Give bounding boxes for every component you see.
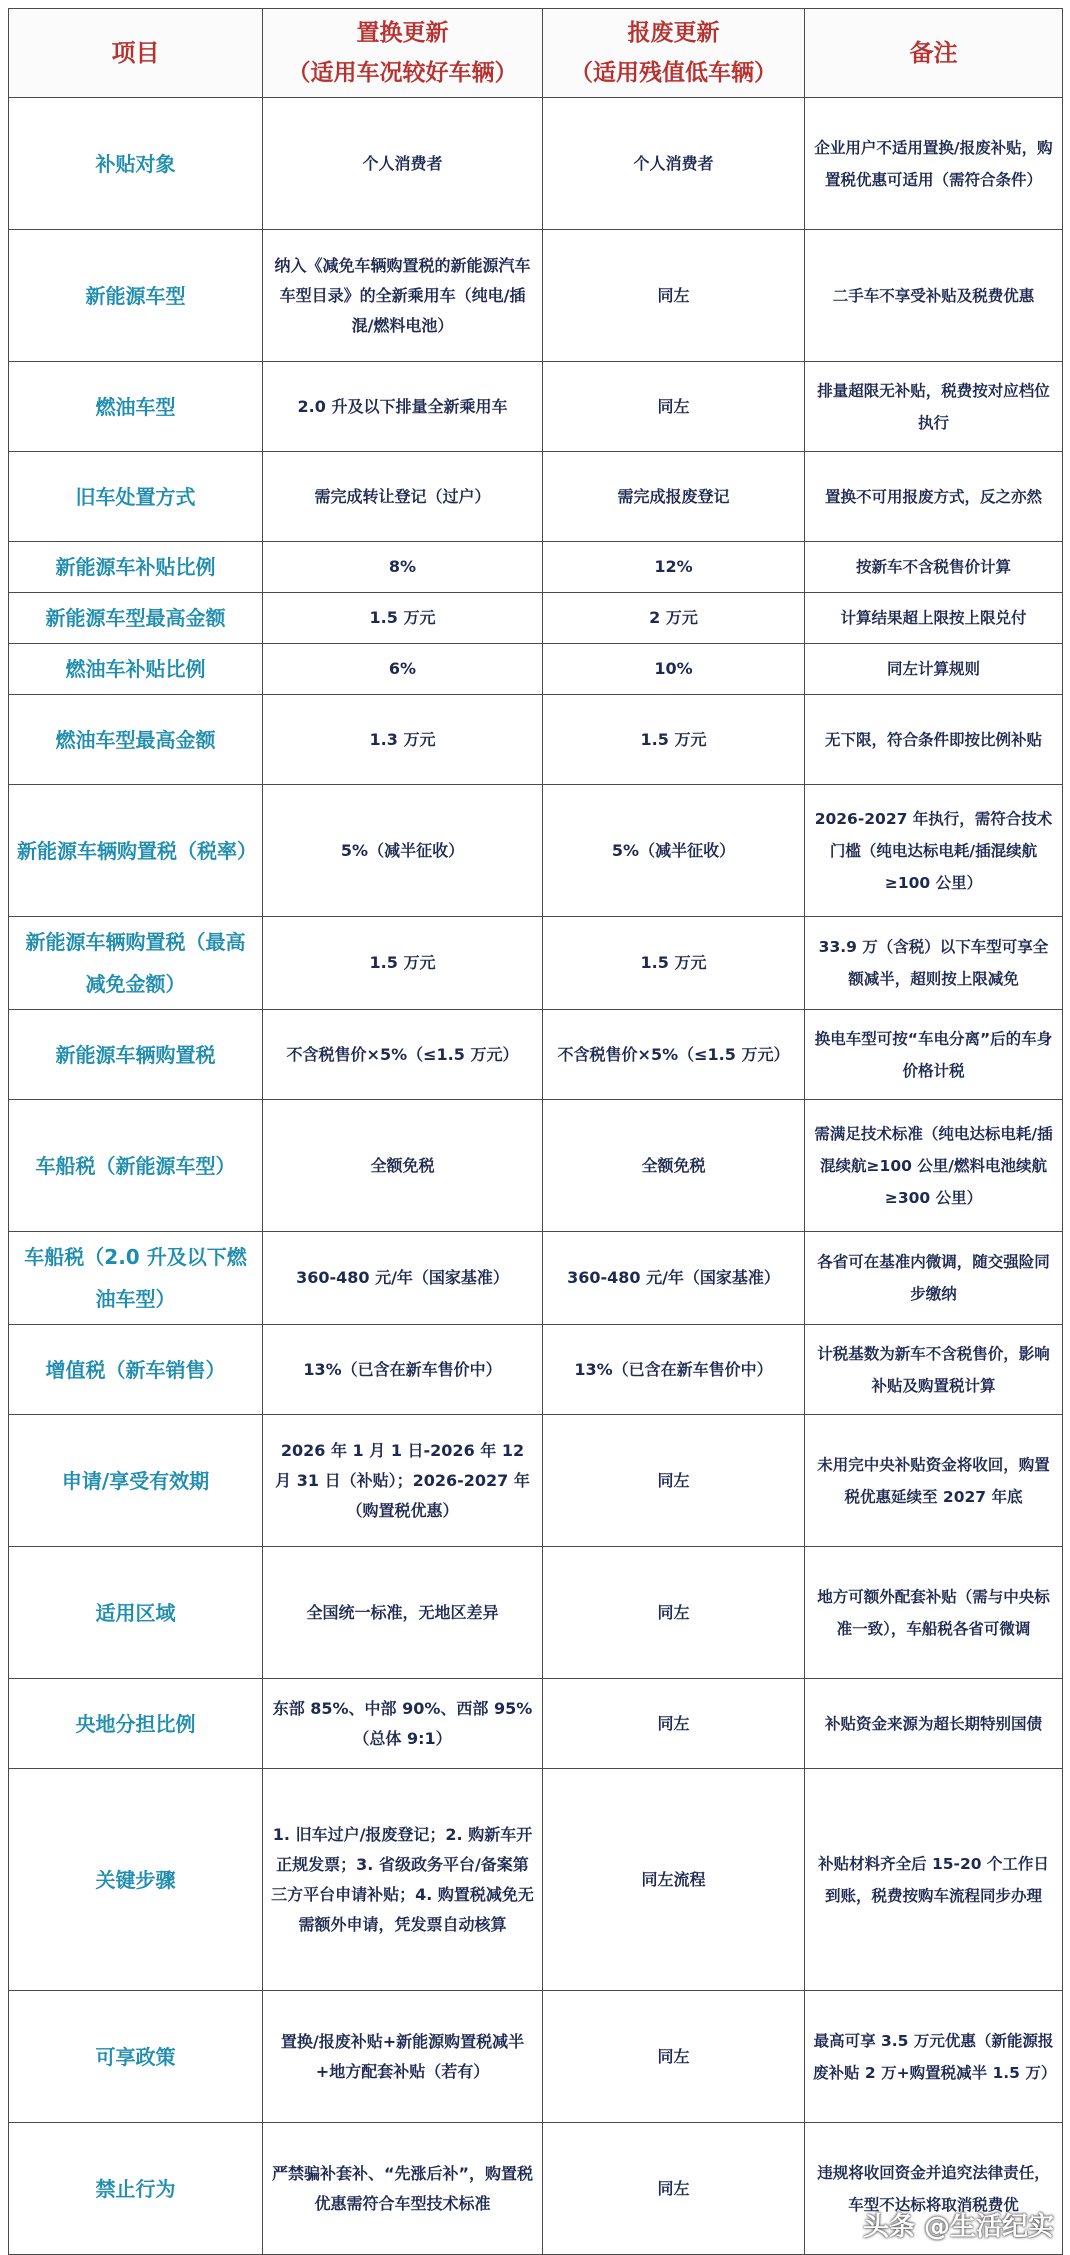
row-scrap-cell: 1.5 万元 xyxy=(543,695,805,785)
table-row xyxy=(9,1232,1063,1325)
table-row xyxy=(9,1769,1063,1991)
row-note-cell: 33.9 万（含税）以下车型可享全额减半，超则按上限减免 xyxy=(805,917,1063,1010)
row-note-cell: 违规将收回资金并追究法律责任，车型不达标将取消税费优 xyxy=(805,2123,1063,2255)
row-scrap-cell: 需完成报废登记 xyxy=(543,452,805,542)
row-scrap-cell: 同左 xyxy=(543,1415,805,1547)
row-item-cell: 燃油车补贴比例 xyxy=(9,644,263,695)
table-row xyxy=(9,1325,1063,1415)
table-row xyxy=(9,230,1063,362)
table-row xyxy=(9,593,1063,644)
row-scrap-cell: 同左 xyxy=(543,230,805,362)
row-scrap-cell: 同左流程 xyxy=(543,1769,805,1991)
row-scrap-cell: 同左 xyxy=(543,362,805,452)
row-replacement-cell: 1.5 万元 xyxy=(263,593,543,644)
row-item-cell: 车船税（新能源车型） xyxy=(9,1100,263,1232)
row-item-cell: 增值税（新车销售） xyxy=(9,1325,263,1415)
source-watermark: 头条 @生活纪实 xyxy=(862,2212,1054,2242)
row-item-cell: 新能源车辆购置税 xyxy=(9,1010,263,1100)
row-scrap-cell: 同左 xyxy=(543,1547,805,1679)
table-row xyxy=(9,1991,1063,2123)
table-row xyxy=(9,1679,1063,1769)
row-replacement-cell: 不含税售价×5%（≤1.5 万元） xyxy=(263,1010,543,1100)
table-row xyxy=(9,1547,1063,1679)
row-note-cell: 最高可享 3.5 万元优惠（新能源报废补贴 2 万+购置税减半 1.5 万） xyxy=(805,1991,1063,2123)
row-replacement-cell: 纳入《减免车辆购置税的新能源汽车车型目录》的全新乘用车（纯电/插混/燃料电池） xyxy=(263,230,543,362)
table-row xyxy=(9,452,1063,542)
row-replacement-cell: 13%（已含在新车售价中） xyxy=(263,1325,543,1415)
row-replacement-cell: 5%（减半征收） xyxy=(263,785,543,917)
header-note: 备注 xyxy=(805,9,1063,98)
row-replacement-cell: 置换/报废补贴+新能源购置税减半+地方配套补贴（若有） xyxy=(263,1991,543,2123)
row-scrap-cell: 全额免税 xyxy=(543,1100,805,1232)
row-scrap-cell: 1.5 万元 xyxy=(543,917,805,1010)
row-note-cell: 企业用户不适用置换/报废补贴，购置税优惠可适用（需符合条件） xyxy=(805,98,1063,230)
row-item-cell: 新能源车型最高金额 xyxy=(9,593,263,644)
row-note-cell: 地方可额外配套补贴（需与中央标准一致），车船税各省可微调 xyxy=(805,1547,1063,1679)
row-scrap-cell: 个人消费者 xyxy=(543,98,805,230)
policy-comparison-table xyxy=(8,8,1063,2255)
row-scrap-cell: 2 万元 xyxy=(543,593,805,644)
header-item: 项目 xyxy=(9,9,263,98)
header-replacement-title: 置换更新 xyxy=(356,20,449,46)
row-replacement-cell: 1. 旧车过户/报废登记；2. 购新车开正规发票；3. 省级政务平台/备案第三方平台申请补贴；4. 购置税减免无需额外申请，凭发票自动核算 xyxy=(263,1769,543,1991)
row-note-cell: 计算结果超上限按上限兑付 xyxy=(805,593,1063,644)
row-note-cell: 同左计算规则 xyxy=(805,644,1063,695)
row-item-cell: 燃油车型最高金额 xyxy=(9,695,263,785)
header-scrap-title: 报废更新 xyxy=(627,20,720,46)
row-item-cell: 禁止行为 xyxy=(9,2123,263,2255)
table-row xyxy=(9,695,1063,785)
header-scrap-subtitle: （适用残值低车辆） xyxy=(570,60,777,86)
header-replacement xyxy=(263,9,543,98)
row-replacement-cell: 1.3 万元 xyxy=(263,695,543,785)
table-row xyxy=(9,644,1063,695)
row-item-cell: 可享政策 xyxy=(9,1991,263,2123)
row-item-cell: 燃油车型 xyxy=(9,362,263,452)
row-item-cell: 新能源车辆购置税（最高减免金额） xyxy=(9,917,263,1010)
table-row xyxy=(9,362,1063,452)
row-note-cell: 二手车不享受补贴及税费优惠 xyxy=(805,230,1063,362)
row-note-cell: 需满足技术标准（纯电达标电耗/插混续航≥100 公里/燃料电池续航≥300 公里） xyxy=(805,1100,1063,1232)
row-scrap-cell: 同左 xyxy=(543,2123,805,2255)
row-replacement-cell: 个人消费者 xyxy=(263,98,543,230)
header-replacement-subtitle: （适用车况较好车辆） xyxy=(287,60,518,86)
row-scrap-cell: 360-480 元/年（国家基准） xyxy=(543,1232,805,1325)
row-replacement-cell: 6% xyxy=(263,644,543,695)
row-scrap-cell: 12% xyxy=(543,542,805,593)
row-replacement-cell: 8% xyxy=(263,542,543,593)
row-note-cell: 无下限，符合条件即按比例补贴 xyxy=(805,695,1063,785)
row-item-cell: 新能源车补贴比例 xyxy=(9,542,263,593)
row-note-cell: 按新车不含税售价计算 xyxy=(805,542,1063,593)
row-note-cell: 补贴材料齐全后 15-20 个工作日到账，税费按购车流程同步办理 xyxy=(805,1769,1063,1991)
row-item-cell: 车船税（2.0 升及以下燃油车型） xyxy=(9,1232,263,1325)
table-row xyxy=(9,542,1063,593)
row-item-cell: 申请/享受有效期 xyxy=(9,1415,263,1547)
row-note-cell: 未用完中央补贴资金将收回，购置税优惠延续至 2027 年底 xyxy=(805,1415,1063,1547)
table-body xyxy=(9,98,1063,2255)
table-row xyxy=(9,1415,1063,1547)
row-replacement-cell: 东部 85%、中部 90%、西部 95%（总体 9:1） xyxy=(263,1679,543,1769)
row-note-cell: 各省可在基准内微调，随交强险同步缴纳 xyxy=(805,1232,1063,1325)
row-item-cell: 央地分担比例 xyxy=(9,1679,263,1769)
row-scrap-cell: 同左 xyxy=(543,1991,805,2123)
row-scrap-cell: 13%（已含在新车售价中） xyxy=(543,1325,805,1415)
row-replacement-cell: 需完成转让登记（过户） xyxy=(263,452,543,542)
row-note-cell: 排量超限无补贴，税费按对应档位执行 xyxy=(805,362,1063,452)
table-row xyxy=(9,1100,1063,1232)
row-scrap-cell: 同左 xyxy=(543,1679,805,1769)
header-scrap xyxy=(543,9,805,98)
row-note-cell: 换电车型可按“车电分离”后的车身价格计税 xyxy=(805,1010,1063,1100)
row-item-cell: 新能源车型 xyxy=(9,230,263,362)
row-note-cell: 2026-2027 年执行，需符合技术门槛（纯电达标电耗/插混续航≥100 公里） xyxy=(805,785,1063,917)
row-item-cell: 关键步骤 xyxy=(9,1769,263,1991)
table-row xyxy=(9,1010,1063,1100)
row-item-cell: 适用区域 xyxy=(9,1547,263,1679)
table-row xyxy=(9,917,1063,1010)
row-note-cell: 补贴资金来源为超长期特别国债 xyxy=(805,1679,1063,1769)
row-replacement-cell: 全额免税 xyxy=(263,1100,543,1232)
row-item-cell: 新能源车辆购置税（税率） xyxy=(9,785,263,917)
row-scrap-cell: 10% xyxy=(543,644,805,695)
row-scrap-cell: 不含税售价×5%（≤1.5 万元） xyxy=(543,1010,805,1100)
table-header-row xyxy=(9,9,1063,98)
row-replacement-cell: 全国统一标准，无地区差异 xyxy=(263,1547,543,1679)
row-replacement-cell: 2026 年 1 月 1 日-2026 年 12 月 31 日（补贴）；2026-2027 年（购置税优惠） xyxy=(263,1415,543,1547)
table-row xyxy=(9,785,1063,917)
row-replacement-cell: 360-480 元/年（国家基准） xyxy=(263,1232,543,1325)
row-item-cell: 旧车处置方式 xyxy=(9,452,263,542)
row-note-cell: 置换不可用报废方式，反之亦然 xyxy=(805,452,1063,542)
row-replacement-cell: 1.5 万元 xyxy=(263,917,543,1010)
row-note-cell: 计税基数为新车不含税售价，影响补贴及购置税计算 xyxy=(805,1325,1063,1415)
row-replacement-cell: 严禁骗补套补、“先涨后补”，购置税优惠需符合车型技术标准 xyxy=(263,2123,543,2255)
table-row xyxy=(9,98,1063,230)
row-replacement-cell: 2.0 升及以下排量全新乘用车 xyxy=(263,362,543,452)
row-item-cell: 补贴对象 xyxy=(9,98,263,230)
row-scrap-cell: 5%（减半征收） xyxy=(543,785,805,917)
